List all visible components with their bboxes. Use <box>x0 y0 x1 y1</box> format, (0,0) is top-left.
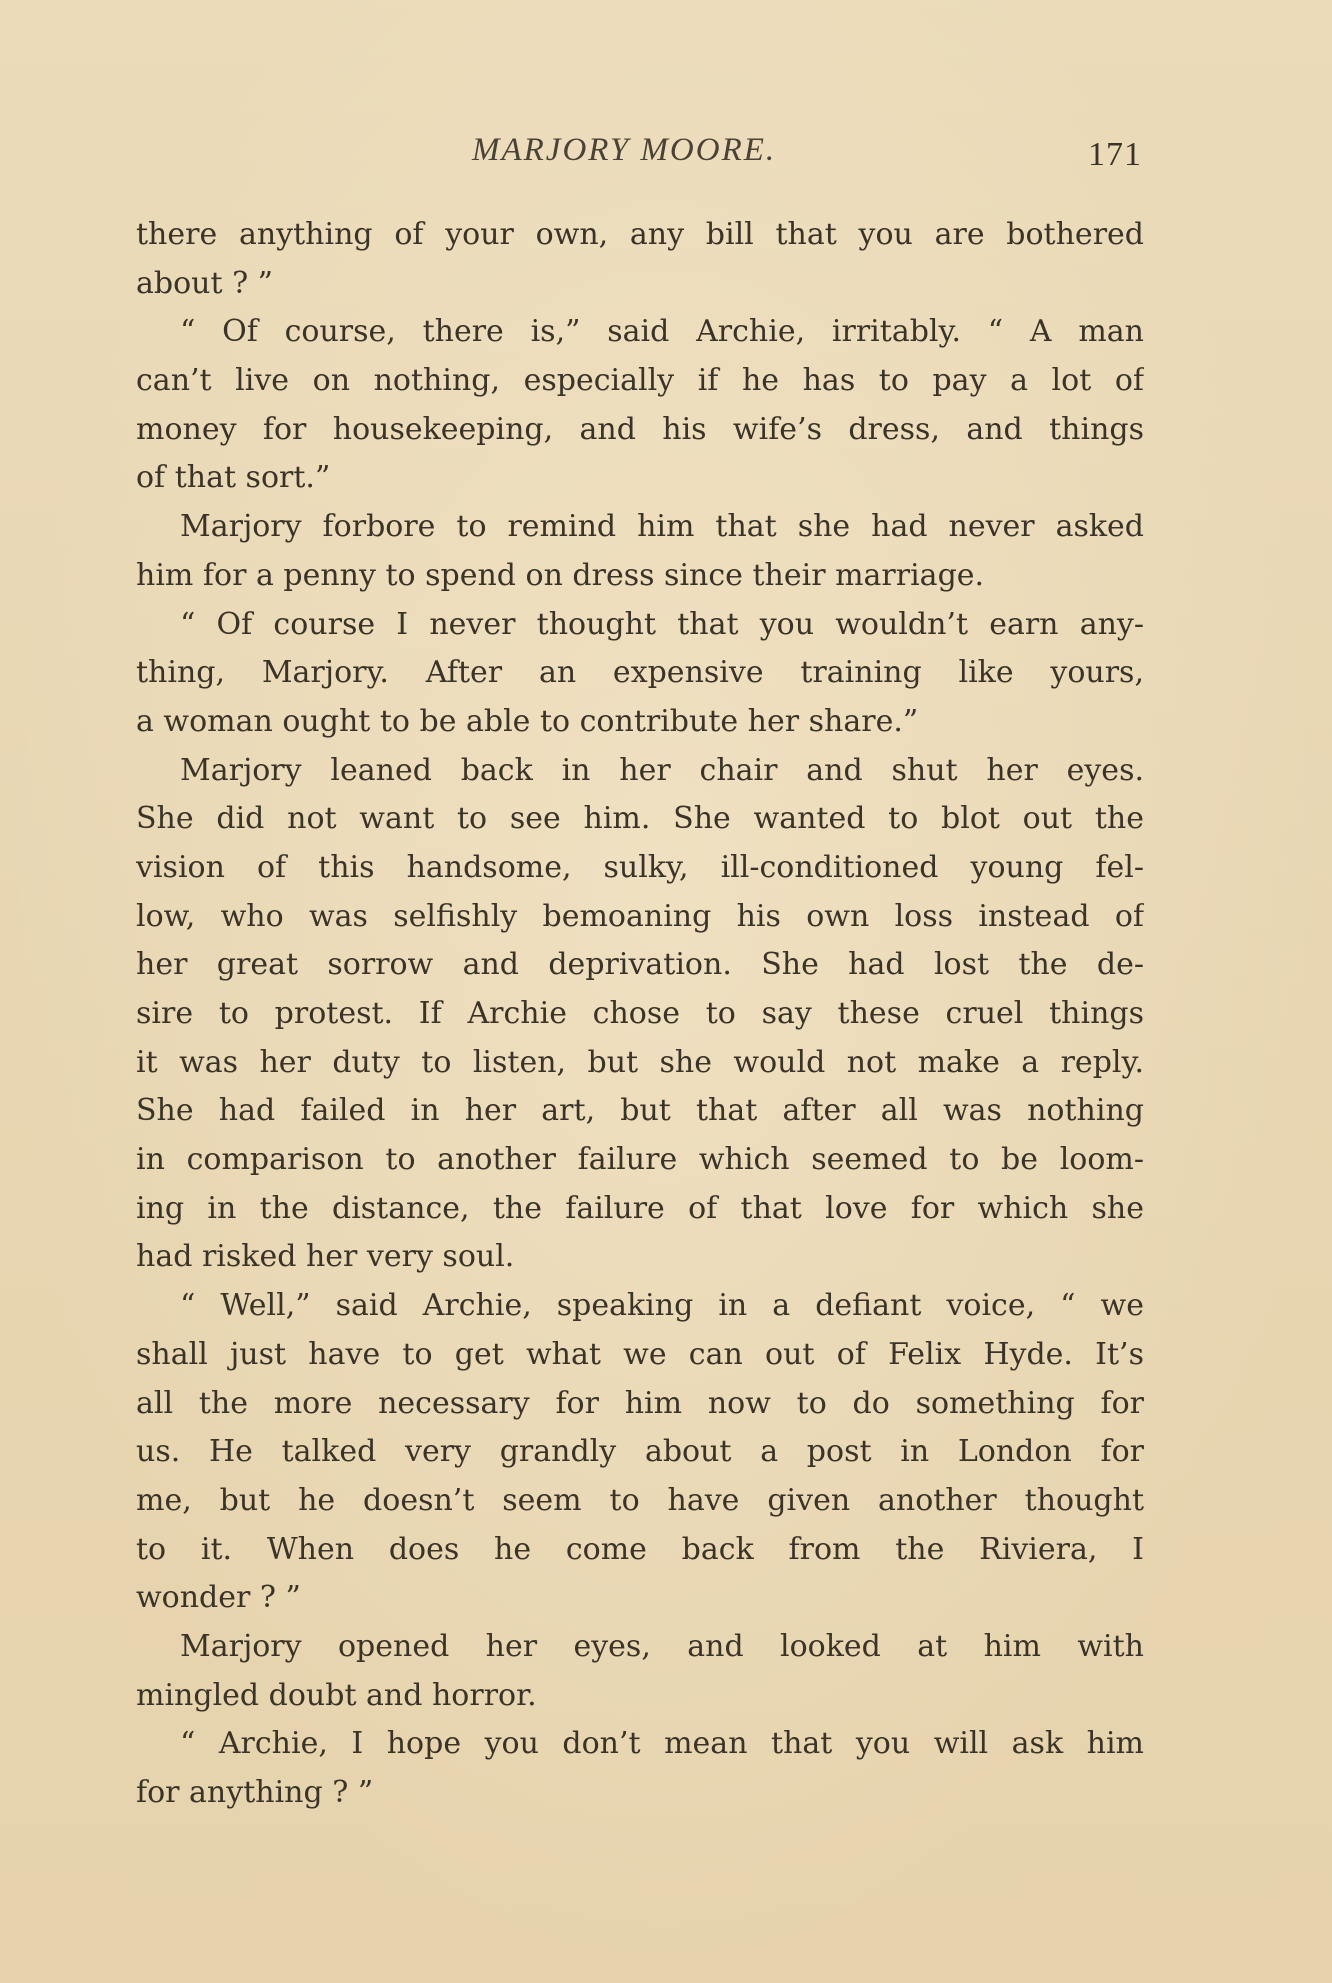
text-line: “ Well,” said Archie, speaking in a defiant voice, “ we <box>180 1288 1144 1324</box>
text-line: money for housekeeping, and his wife’s dress, and things <box>136 411 1144 447</box>
text-line: me, but he doesn’t seem to have given another thought <box>136 1482 1144 1518</box>
text-line: Marjory leaned back in her chair and shut her eyes. <box>180 752 1144 788</box>
text-line: in comparison to another failure which seemed to be loom- <box>136 1142 1144 1178</box>
text-line: to it. When does he come back from the Riviera, I <box>136 1531 1144 1567</box>
text-line: ing in the distance, the failure of that love for which she <box>136 1190 1144 1226</box>
text-line: all the more necessary for him now to do something for <box>136 1385 1144 1421</box>
text-line: of that sort.” <box>136 460 331 496</box>
text-line: shall just have to get what we can out of Felix Hyde. It’s <box>136 1336 1144 1372</box>
text-line: it was her duty to listen, but she would not make a reply. <box>136 1044 1144 1080</box>
text-line: Marjory opened her eyes, and looked at him with <box>180 1628 1144 1664</box>
text-line: thing, Marjory. After an expensive training like yours, <box>136 655 1144 691</box>
body-text <box>136 211 1144 1818</box>
text-line: had risked her very soul. <box>136 1239 515 1275</box>
running-head: MARJORY MOORE. <box>472 132 777 168</box>
text-line: us. He talked very grandly about a post in London for <box>136 1434 1144 1470</box>
text-line: Marjory forbore to remind him that she had never asked <box>180 509 1144 545</box>
text-line: “ Archie, I hope you don’t mean that you will ask him <box>180 1726 1144 1762</box>
text-line: She did not want to see him. She wanted to blot out the <box>136 801 1144 837</box>
text-line: a woman ought to be able to contribute her share.” <box>136 703 919 739</box>
text-line: vision of this handsome, sulky, ill-conditioned young fel- <box>136 849 1144 885</box>
text-line: She had failed in her art, but that after all was nothing <box>136 1093 1144 1129</box>
text-line: about ? ” <box>136 265 274 301</box>
text-line: mingled doubt and horror. <box>136 1677 537 1713</box>
text-line: him for a penny to spend on dress since their marriage. <box>136 557 985 593</box>
text-line: “ Of course, there is,” said Archie, irritably. “ A man <box>180 314 1144 350</box>
text-line: wonder ? ” <box>136 1580 301 1616</box>
text-line: her great sorrow and deprivation. She had lost the de- <box>136 947 1144 983</box>
text-line: for anything ? ” <box>136 1775 374 1810</box>
text-line: there anything of your own, any bill that you are bothered <box>136 217 1144 252</box>
text-line: low, who was selfishly bemoaning his own loss instead of <box>136 898 1144 934</box>
text-line: can’t live on nothing, especially if he has to pay a lot of <box>136 363 1144 399</box>
text-line: “ Of course I never thought that you wouldn’t earn any- <box>180 606 1144 642</box>
text-line: sire to protest. If Archie chose to say these cruel things <box>136 996 1144 1031</box>
page-number: 171 <box>1088 136 1142 173</box>
